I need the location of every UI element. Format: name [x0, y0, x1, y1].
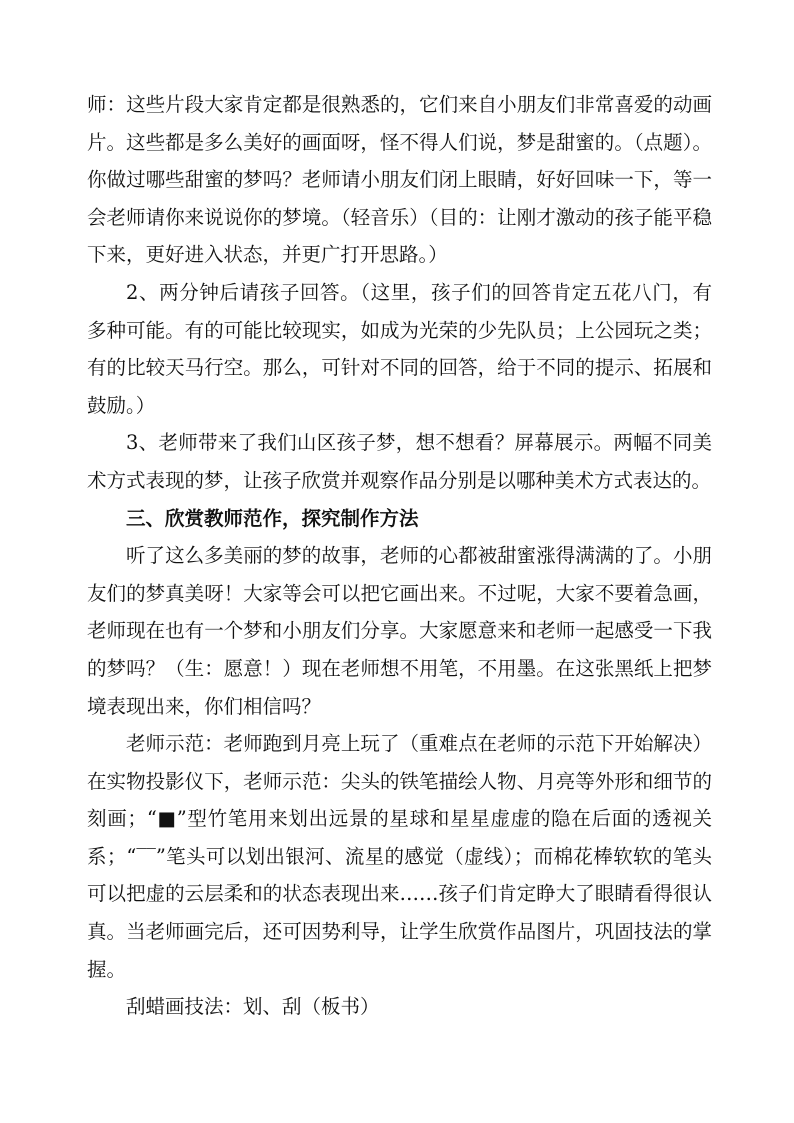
section-heading: 三、欣赏教师范作，探究制作方法 — [126, 506, 419, 530]
paragraph-step-3: 3、老师带来了我们山区孩子梦，想不想看？屏幕展示。两幅不同美术方式表现的梦，让孩子欣赏并观察作品分别是以哪种美术方式表达的。 — [87, 431, 712, 492]
paragraph-dream-story: 听了这么多美丽的梦的故事，老师的心都被甜蜜涨得满满的了。小朋友们的梦真美呀！大家等会可以把它画出来。不过呢，大家不要着急画，老师现在也有一个梦和小朋友们分享。大家愿意来和老师一起感受一下我的梦吗？（生：愿意！）现在老师想不用笔，不用墨。在这张黑纸上把梦境表现出来，你们相信吗？ — [87, 544, 712, 718]
paragraph-teacher-demo: 老师示范：老师跑到月亮上玩了（重难点在老师的示范下开始解决）在实物投影仪下，老师示范：尖头的铁笔描绘人物、月亮等外形和细节的刻画；“■”型竹笔用来划出远景的星球和星星虚虚的隐在后面的透视关系；“‾‾”笔头可以划出银河、流星的感觉（虚线）；而棉花棒软软的笔头可以把虚的云层柔和的状态表现出来……孩子们肯定睁大了眼睛看得很认真。当老师画完后，还可因势利导，让学生欣赏作品图片，巩固技法的掌握。 — [87, 732, 712, 981]
paragraph-teacher-dialogue: 师：这些片段大家肯定都是很熟悉的，它们来自小朋友们非常喜爱的动画片。这些都是多么美好的画面呀，怪不得人们说，梦是甜蜜的。（点题）。你做过哪些甜蜜的梦吗？老师请小朋友们闭上眼睛，好好回味一下，等一会老师请你来说说你的梦境。（轻音乐）（目的：让刚才激动的孩子能平稳下来，更好进入状态，并更广打开思路。） — [87, 93, 712, 267]
paragraph-technique: 刮蜡画技法：划、刮（板书） — [126, 995, 380, 1019]
document-body — [87, 86, 712, 1026]
paragraph-step-2: 2、两分钟后请孩子回答。（这里，孩子们的回答肯定五花八门，有多种可能。有的可能比较现实，如成为光荣的少先队员；上公园玩之类；有的比较天马行空。那么，可针对不同的回答，给于不同的提示、拓展和鼓励。） — [87, 280, 712, 417]
